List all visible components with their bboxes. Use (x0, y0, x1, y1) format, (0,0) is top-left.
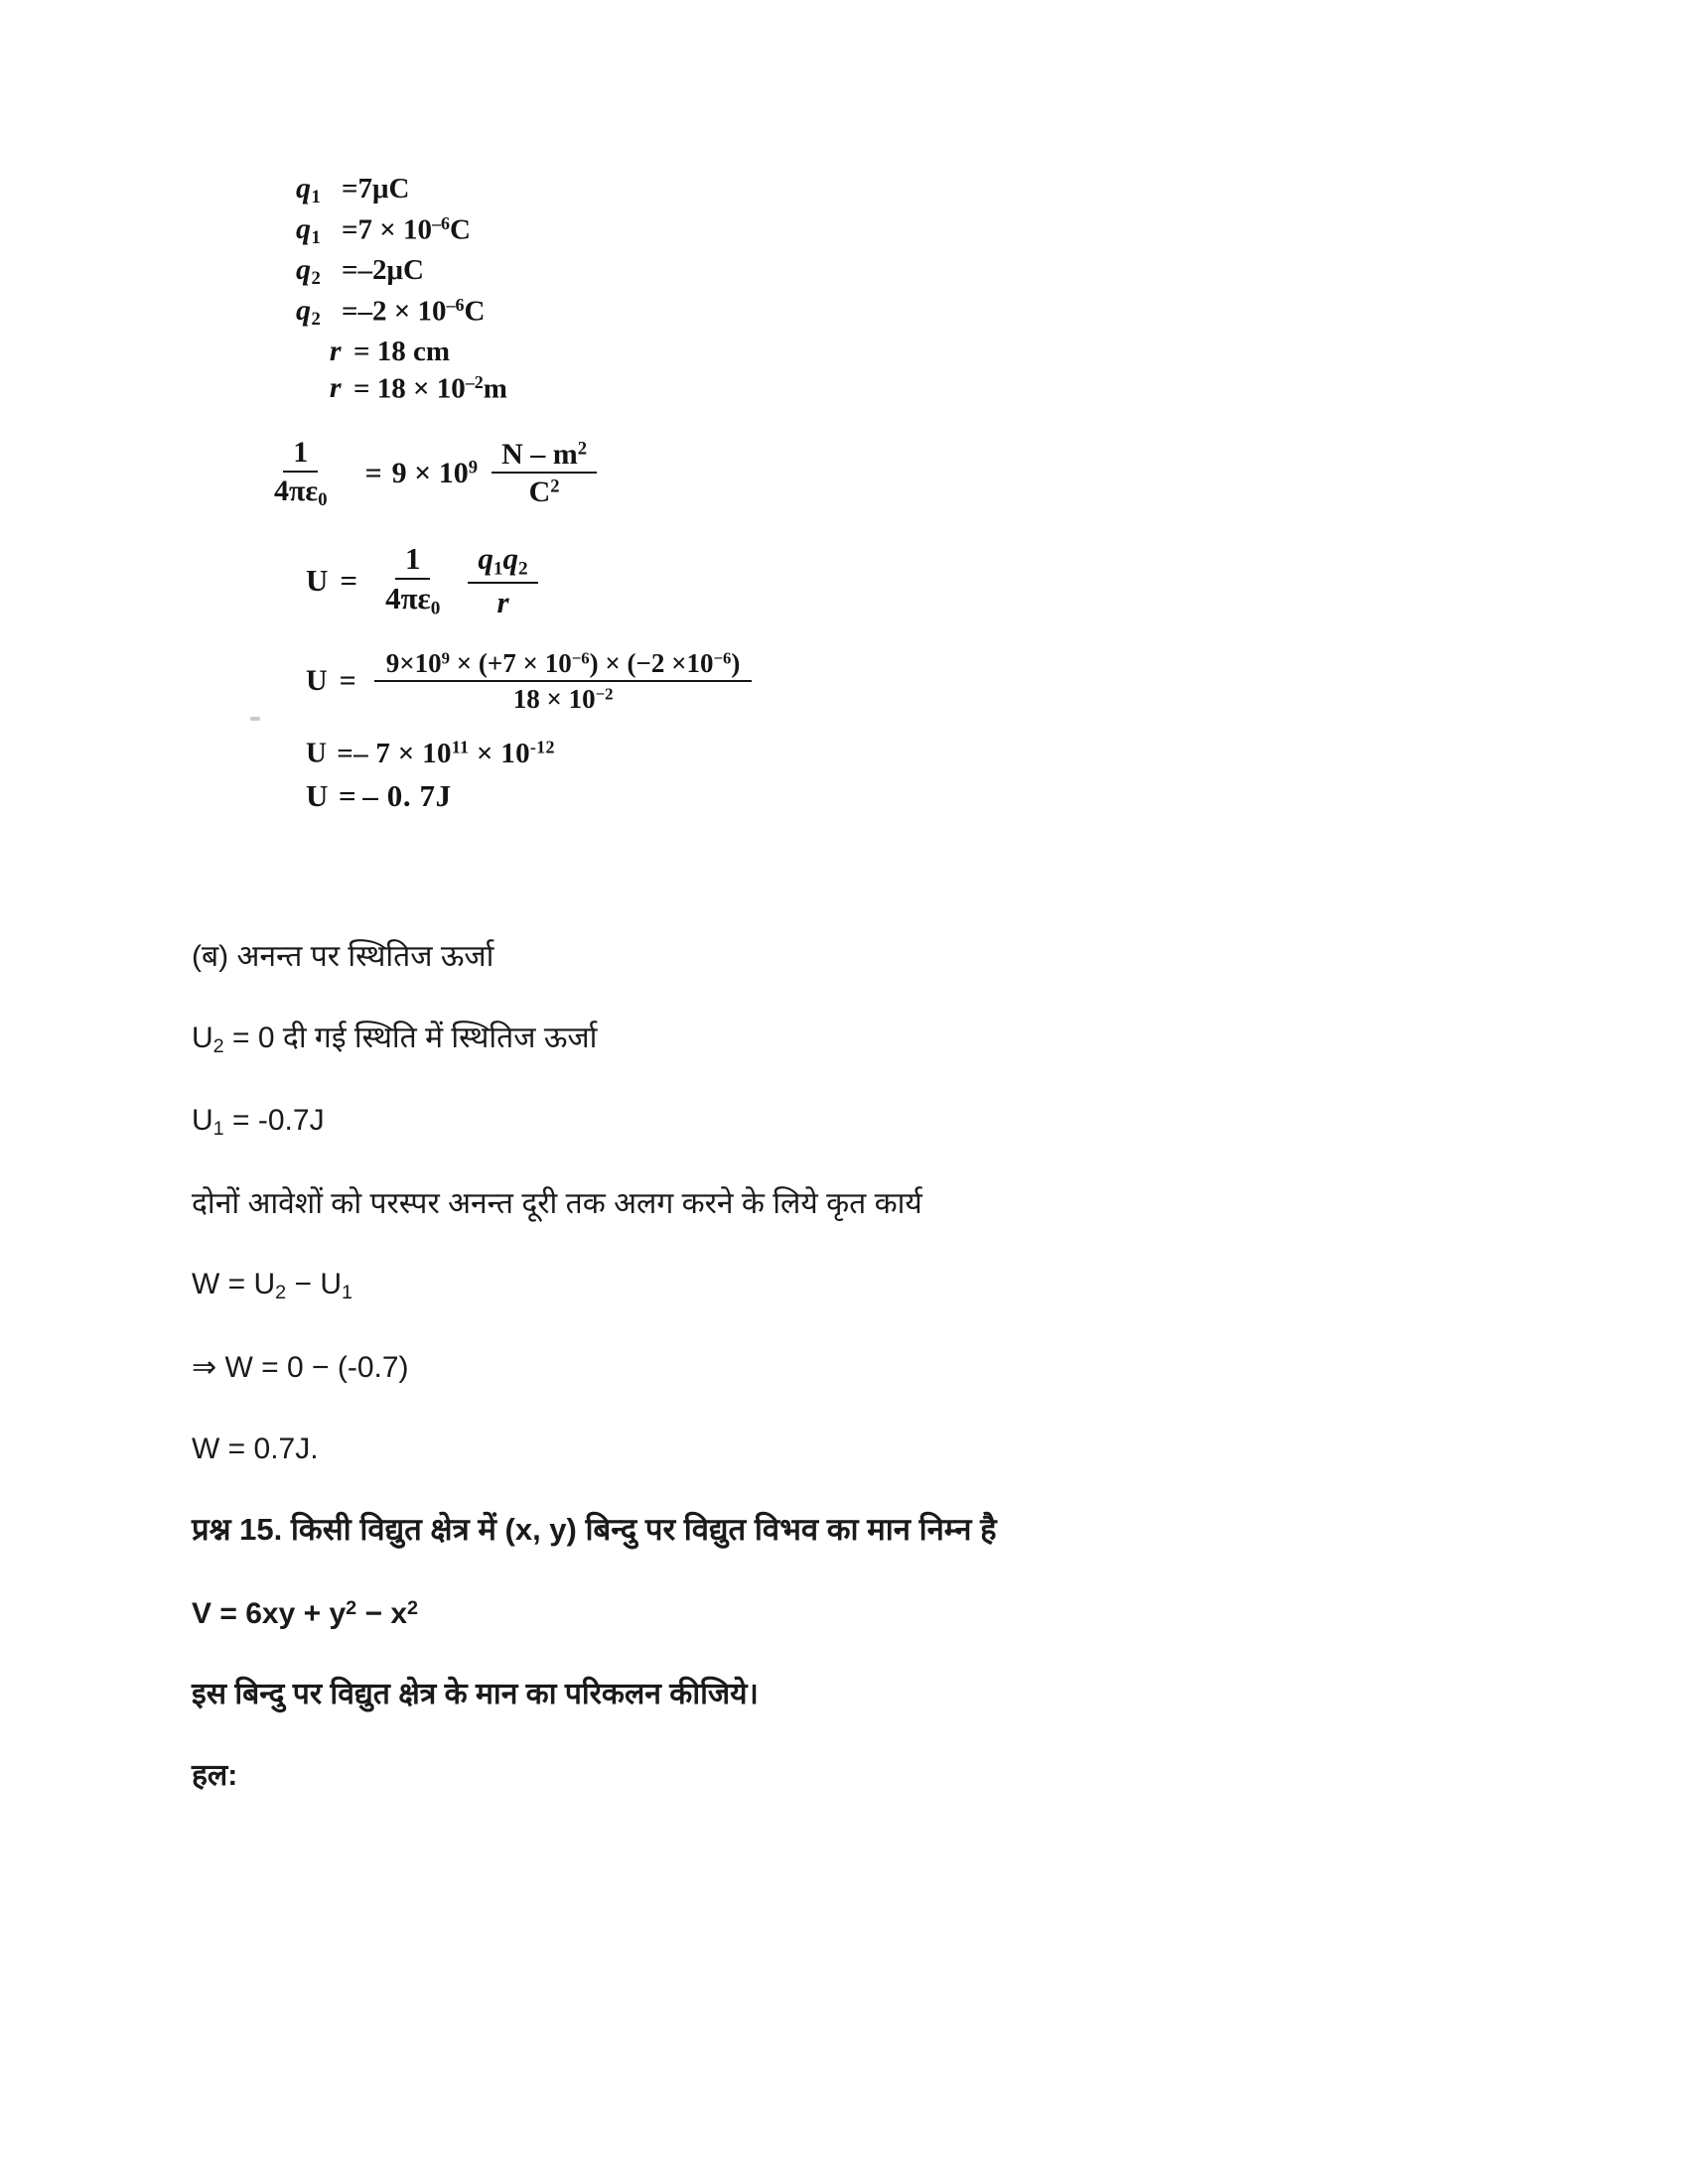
equals-sign: = (340, 563, 358, 599)
relation-equals: =7μC (342, 173, 410, 205)
symbol-q2: $q_2$ (296, 294, 322, 331)
symbol-q1: $q_1$ (296, 212, 322, 249)
variable-u: U (306, 563, 329, 599)
equals-sign: = (339, 777, 357, 813)
part-b-heading (192, 938, 1512, 976)
potential-energy-final-answer (306, 778, 1043, 814)
fraction-numerator: 1 (283, 437, 318, 473)
part-b-text: अनन्त पर स्थितिज ऊर्जा (236, 940, 494, 973)
given-r-cm (296, 334, 1043, 367)
fraction-units-newton-metre-squared-per-coulomb-squared (492, 439, 597, 508)
question-15-label: प्रश्न 15. (192, 1512, 283, 1548)
fraction-numerator: N – $m^2$ (492, 439, 597, 475)
equals-sign: = (364, 456, 382, 489)
work-statement: दोनों आवेशों को परस्पर अनन्त दूरी तक अलग करने के लिये कृत कार्य (192, 1186, 922, 1220)
variable-u: U (306, 777, 329, 813)
scan-artifact-mark (250, 717, 260, 721)
part-b-label: (ब) (192, 940, 229, 973)
potential-expression: $V = 6xy + y^2 - x^2$ (192, 1596, 419, 1630)
potential-energy-formula (306, 543, 1043, 618)
coulomb-constant-equation (258, 437, 1043, 509)
relation-equals: $=7 \times 10^{-6}C$ (342, 212, 471, 246)
work-definition: $W = U_2 - U_1$ (192, 1268, 353, 1304)
line-u2-statement: $U_2 = 0$ दी गई स्थिति में स्थितिज ऊर्जा (192, 1021, 598, 1057)
relation-equals: = 18 cm (353, 335, 451, 367)
fraction-denominator: $18 \times 10^{-2}$ (512, 683, 614, 714)
relation-equals: =–2μC (342, 253, 424, 286)
fraction-substituted-values (374, 649, 753, 714)
symbol-r: r (329, 334, 342, 367)
equals-sign: = (337, 737, 354, 769)
fraction-q1q2-over-r (468, 543, 537, 618)
work-result: W = 0.7J. (192, 1432, 319, 1465)
given-q1-coulomb (296, 214, 1043, 248)
given-q2-coulomb (296, 296, 1043, 330)
potential-energy-substitution (306, 649, 1043, 714)
coefficient-value: $9 \times 10^9$ (391, 456, 479, 489)
fraction-denominator: $4\pi\varepsilon_0$ (385, 580, 441, 619)
question-15-text: किसी विद्युत क्षेत्र में (x, y) बिन्दु पर विद्युत विभव का मान निम्न है (290, 1512, 997, 1548)
relation-equals: $=-2 \times 10^{-6}C$ (342, 294, 486, 328)
fraction-one-over-four-pi-epsilon (264, 437, 338, 509)
variable-u: U (306, 663, 328, 697)
given-q1-microcoulomb (296, 174, 1043, 207)
line-u1-value: $U_1 = -0.7J$ (192, 1104, 325, 1141)
work-substitution: ⇒ W = 0 − (-0.7) (192, 1351, 409, 1385)
fraction-denominator: $C^2$ (528, 476, 560, 509)
fraction-numerator: 1 (395, 543, 431, 580)
fraction-numerator: $q_1q_2$ (468, 543, 537, 584)
variable-u: U (306, 737, 328, 769)
question-15-followup: इस बिन्दु पर विद्युत क्षेत्र के मान का परिकलन कीजिये। (192, 1678, 759, 1711)
symbol-q2: $q_2$ (296, 252, 322, 290)
fraction-one-over-four-pi-epsilon (375, 543, 450, 618)
question-15-heading (192, 1511, 1512, 1550)
potential-energy-intermediate-result (306, 737, 1043, 769)
fraction-numerator: $9\times 10^9 \times (+7 \times 10^{-6}) \times (-2 \times 10^{-6})$ (374, 649, 753, 682)
symbol-q1: $q_1$ (296, 172, 322, 208)
fraction-denominator: r (496, 584, 509, 619)
fraction-denominator: $4\pi\varepsilon_0$ (274, 474, 328, 510)
symbol-r: r (329, 371, 342, 405)
final-value: – 0. 7J (362, 777, 452, 813)
scanned-formula-block (248, 174, 1043, 814)
solution-body (192, 938, 1512, 1838)
given-values-list (248, 174, 1043, 403)
given-r-metre (296, 373, 1043, 403)
given-q2-microcoulomb (296, 252, 1043, 290)
relation-equals: = $18 \times 10^{-2}m$ (353, 371, 507, 405)
equals-sign: = (339, 663, 356, 697)
result-value: – $7 \times 10^{11} \times 10^{-12}$ (353, 737, 555, 769)
solution-label: हल: (192, 1758, 238, 1792)
